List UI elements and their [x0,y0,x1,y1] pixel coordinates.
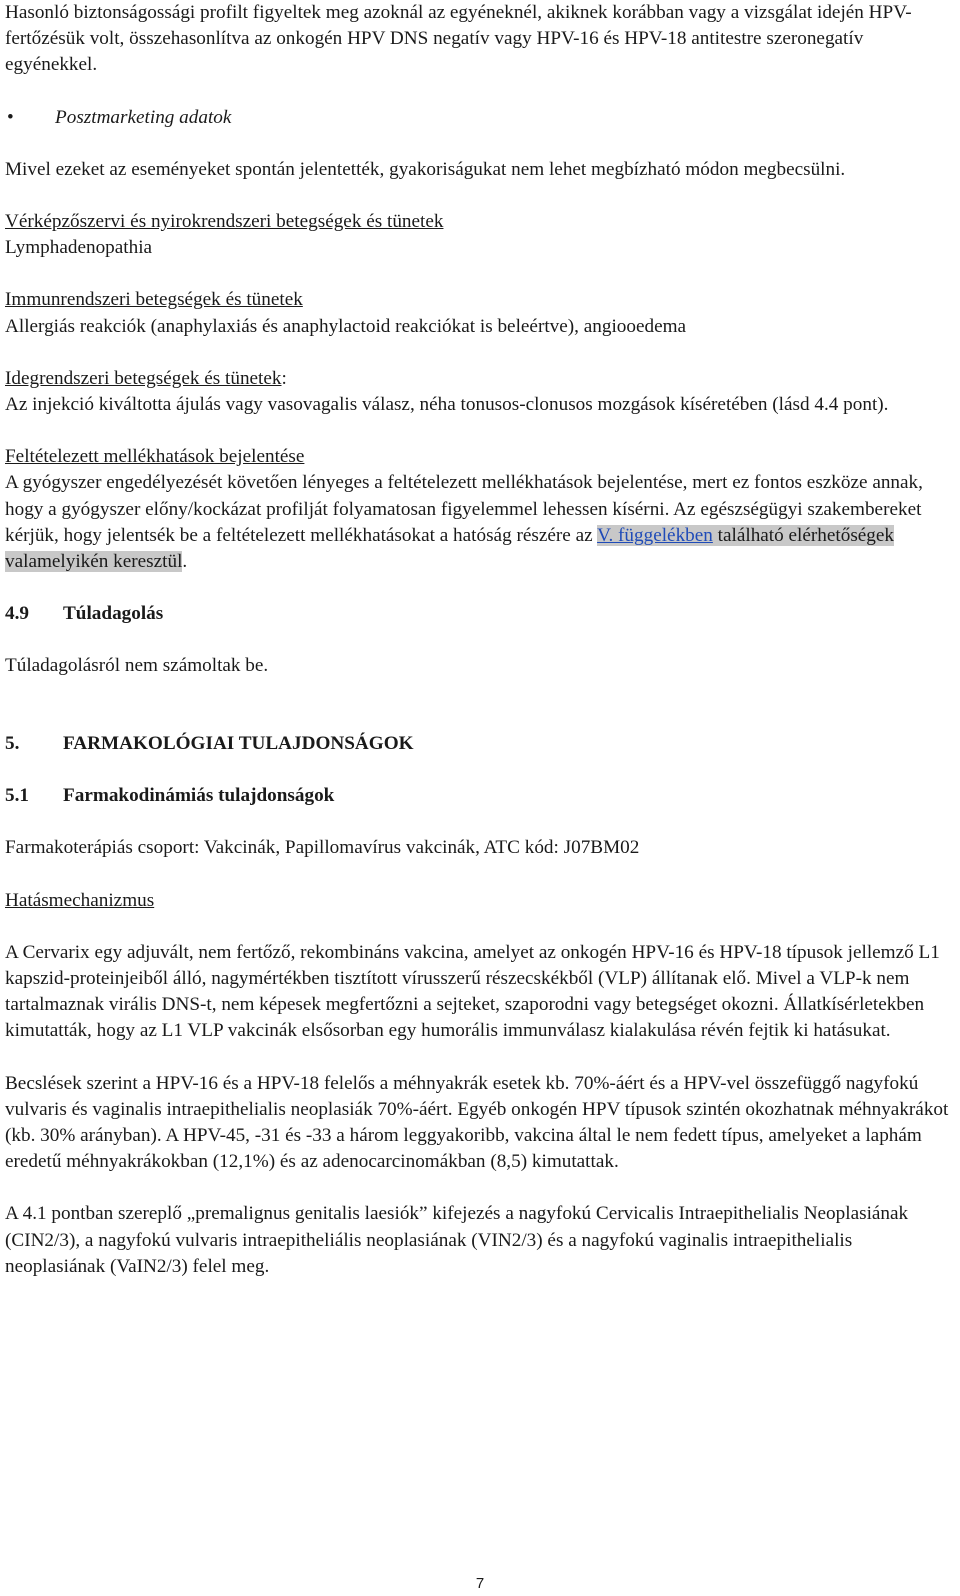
bullet-icon: • [7,106,14,128]
highlighted-text: található elérhetőségek valamelyikén keresztül [5,524,895,573]
postmarketing-paragraph: Mivel ezeket az eseményeket spontán jelentették, gyakoriságukat nem lehet megbízható módon megbecsülni. [5,158,846,180]
soc-block-nervous: Idegrendszeri betegségek és tünetek: Az injekció kiváltotta ájulás vagy vasovagalis válasz, néha tonusos-clonusos mozgások kíséretében (lásd 4.4 pont). [5,366,950,418]
mechanism-paragraph: A Cervarix egy adjuvált, nem fertőző, rekombináns vakcina, amelyet az onkogén HPV-16 és HPV-18 típusok jellemző L1 kapszid-proteinjeiből álló, nagymértékben tisztított vírusszerű részecskékből (VLP) állítanak elő. Mivel a VLP-k nem tartalmaznak virális DNS-t, nem képesek megfertőzni a sejteket, szaporodni vagy betegséget okozni. Állatkísérletekben kimutatták, hogy az L1 VLP vakcinák elsősorban egy humorális immunválasz kialakulása révén fejtik ki hatásukat. [5,941,940,1042]
intro-paragraph: Hasonló biztonságossági profilt figyeltek meg azoknál az egyéneknél, akiknek korábban vagy a vizsgálat idején HPV-fertőzésük volt, összehasonlítva az onkogén HPV DNS negatív vagy HPV-16 és HPV-18 antitestre szeronegatív egyénekkel. [5,2,912,76]
definition-paragraph: A 4.1 pontban szereplő „premalignus genitalis laesiók” kifejezés a nagyfokú Cervicalis Intraepithelialis Neoplasiának (CIN2/3), a nagyfokú vulvaris intraepitheliális neoplasiának (VIN2/3) és a nagyfokú vaginalis intraepithelialis neoplasiának (VaIN2/3) felel meg. [5,1203,909,1277]
pharmacotherapy-paragraph: Farmakoterápiás csoport: Vakcinák, Papillomavírus vakcinák, ATC kód: J07BM02 [5,837,640,859]
bullet-item [5,105,950,131]
soc-text: Lymphadenopathia [5,237,153,259]
soc-heading: Vérképzőszervi és nyirokrendszeri betegségek és tünetek [5,211,444,233]
soc-heading: Immunrendszeri betegségek és tünetek [5,289,303,311]
soc-block-immune [5,287,950,339]
soc-text: Allergiás reakciók (anaphylaxiás és anaphylactoid reakciókat is beleértve), angiooedema [5,315,687,337]
section-5-1-heading: 5.1 Farmakodinámiás tulajdonságok [5,785,335,807]
mechanism-heading: Hatásmechanizmus [5,889,155,911]
postmarketing-heading: Posztmarketing adatok [55,106,232,128]
page-number: 7 [475,1575,485,1592]
soc-text: Az injekció kiváltotta ájulás vagy vasovagalis válasz, néha tonusos-clonusos mozgások kíséretében (lásd 4.4 pont). [5,394,889,416]
reporting-heading: Feltételezett mellékhatások bejelentése [5,446,305,468]
section-4-9-heading: 4.9 Túladagolás [5,603,164,625]
reporting-paragraph: A gyógyszer engedélyezését követően lényeges a feltételezett mellékhatások bejelentése, mert ez fontos eszköze annak, hogy a gyógyszer előny/kockázat profilját folyamatosan figyelemmel lehessen kísérni. Az egészségügyi szakembereket kérjük, hogy jelentsék be a feltételezett mellékhatásokat a hatóság részére az V. függelékben található elérhetőségek valamelyikén keresztül. [5,472,923,573]
overdose-paragraph: Túladagolásról nem számoltak be. [5,655,269,677]
document-page [5,0,950,1306]
estimates-paragraph: Becslések szerint a HPV-16 és a HPV-18 felelős a méhnyakrák esetek kb. 70%-áért és a HPV-vel összefüggő nagyfokú vulvaris és vaginalis intraepithelialis neoplasiák 70%-áért. Egyéb onkogén HPV típusok szintén okozhatnak méhnyakrákot (kb. 30% arányban). A HPV-45, -31 és -33 a három leggyakoribb, vakcina által le nem fedett típus, amelyeket a laphám eredetű méhnyakrákokban (12,1%) és az adenocarcinomákban (8,5) kimutattak. [5,1072,949,1173]
soc-heading: Idegrendszeri betegségek és tünetek [5,367,282,389]
appendix-v-link[interactable]: V. függelékben [597,524,713,546]
reporting-block [5,444,950,575]
soc-block-blood [5,209,950,261]
section-5-heading: 5. FARMAKOLÓGIAI TULAJDONSÁGOK [5,733,414,755]
